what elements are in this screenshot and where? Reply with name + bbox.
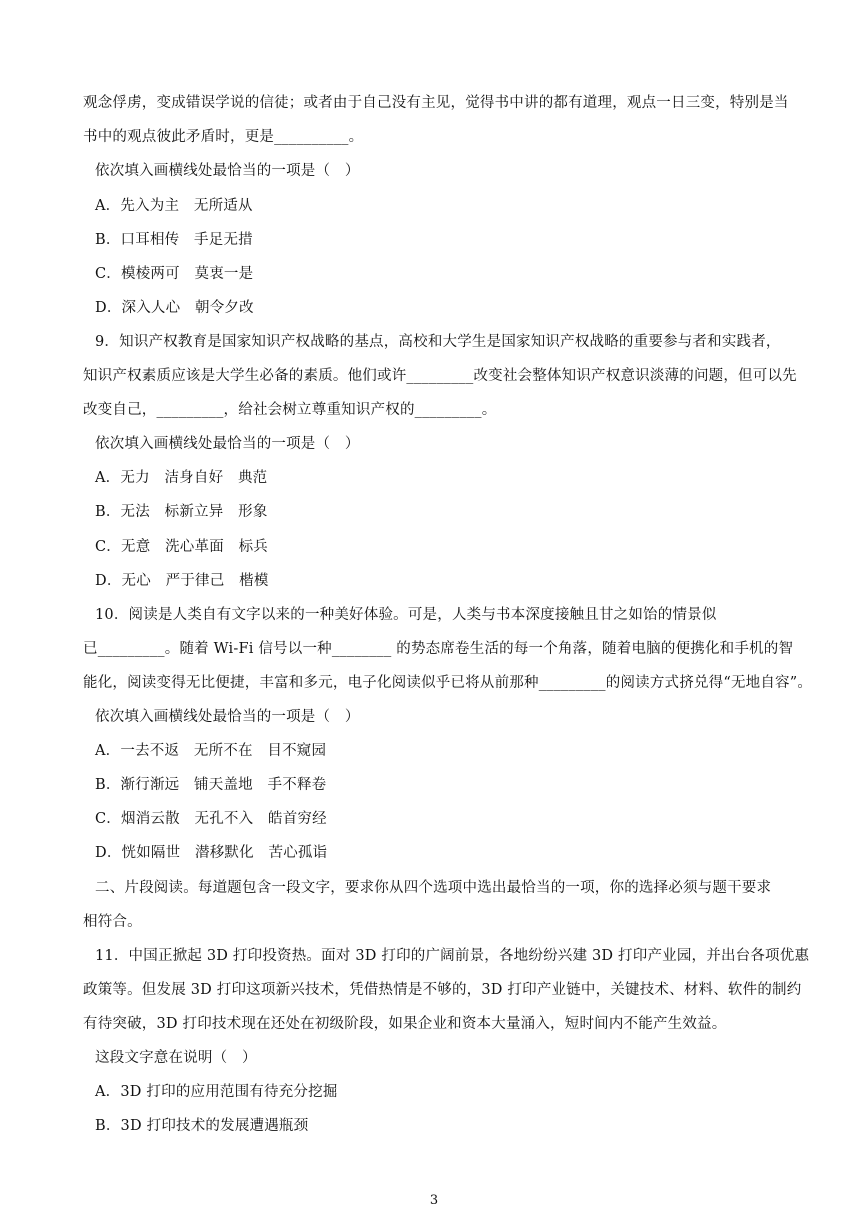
text-line: 观念俘虏，变成错误学说的信徒；或者由于自己没有主见，觉得书中讲的都有道理，观点一日三变，特别是当 — [83, 95, 789, 111]
text-line: 能化，阅读变得无比便捷，丰富和多元，电子化阅读似乎已将从前那种_________的阅读方式挤兑得“无地自容”。 — [83, 675, 813, 691]
text-line: 已_________。随着 Wi-Fi 信号以一种________ 的势态席卷生活的每一个角落，随着电脑的便携化和手机的智 — [83, 641, 794, 657]
option-a: A．先入为主 无所适从 — [95, 198, 253, 214]
page-number: 3 — [429, 1193, 439, 1208]
text-line: 有待突破，3D 打印技术现在还处在初级阶段，如果企业和资本大量涌入，短时间内不能产生效益。 — [83, 1016, 727, 1032]
question-prompt: 依次填入画横线处最恰当的一项是（ ） — [95, 163, 360, 179]
option-b: B．口耳相传 手足无措 — [95, 232, 253, 248]
text-line: 相符合。 — [83, 914, 142, 930]
option-d: D．无心 严于律己 楷模 — [95, 573, 269, 589]
option-b: B．3D 打印技术的发展遭遇瓶颈 — [95, 1118, 309, 1134]
option-d: D．恍如隔世 潜移默化 苦心孤诣 — [95, 845, 328, 861]
section-heading: 二、片段阅读。每道题包含一段文字，要求你从四个选项中选出最恰当的一项，你的选择必须与题干要求 — [95, 880, 772, 896]
option-a: A．一去不返 无所不在 目不窥园 — [95, 743, 327, 759]
text-line: 改变自己，_________，给社会树立尊重知识产权的_________。 — [83, 402, 497, 418]
question-prompt: 这段文字意在说明（ ） — [95, 1050, 257, 1066]
option-b: B．无法 标新立异 形象 — [95, 504, 268, 520]
question-prompt: 依次填入画横线处最恰当的一项是（ ） — [95, 709, 360, 725]
option-c: C．无意 洗心革面 标兵 — [95, 539, 268, 555]
question-prompt: 依次填入画横线处最恰当的一项是（ ） — [95, 436, 360, 452]
option-a: A．无力 洁身自好 典范 — [95, 470, 268, 486]
option-c: C．烟消云散 无孔不入 皓首穷经 — [95, 811, 327, 827]
text-line: 政策等。但发展 3D 打印这项新兴技术，凭借热情是不够的，3D 打印产业链中，关键技术、材料、软件的制约 — [83, 982, 802, 998]
text-line: 知识产权素质应该是大学生必备的素质。他们或许_________改变社会整体知识产权意识淡薄的问题，但可以先 — [83, 368, 797, 384]
question-11-text: 11．中国正掀起 3D 打印投资热。面对 3D 打印的广阔前景，各地纷纷兴建 3D 打印产业园，并出台各项优惠 — [95, 948, 810, 964]
option-b: B．渐行渐远 铺天盖地 手不释卷 — [95, 777, 327, 793]
option-a: A．3D 打印的应用范围有待充分挖掘 — [95, 1084, 338, 1100]
question-9-text: 9．知识产权教育是国家知识产权战略的基点，高校和大学生是国家知识产权战略的重要参与者和实践者， — [95, 334, 781, 350]
text-line: 书中的观点彼此矛盾时，更是__________。 — [83, 129, 364, 145]
option-d: D．深入人心 朝令夕改 — [95, 300, 254, 316]
option-c: C．模棱两可 莫衷一是 — [95, 266, 254, 282]
question-10-text: 10．阅读是人类自有文字以来的一种美好体验。可是，人类与书本深度接触且甘之如饴的情景似 — [95, 607, 717, 623]
